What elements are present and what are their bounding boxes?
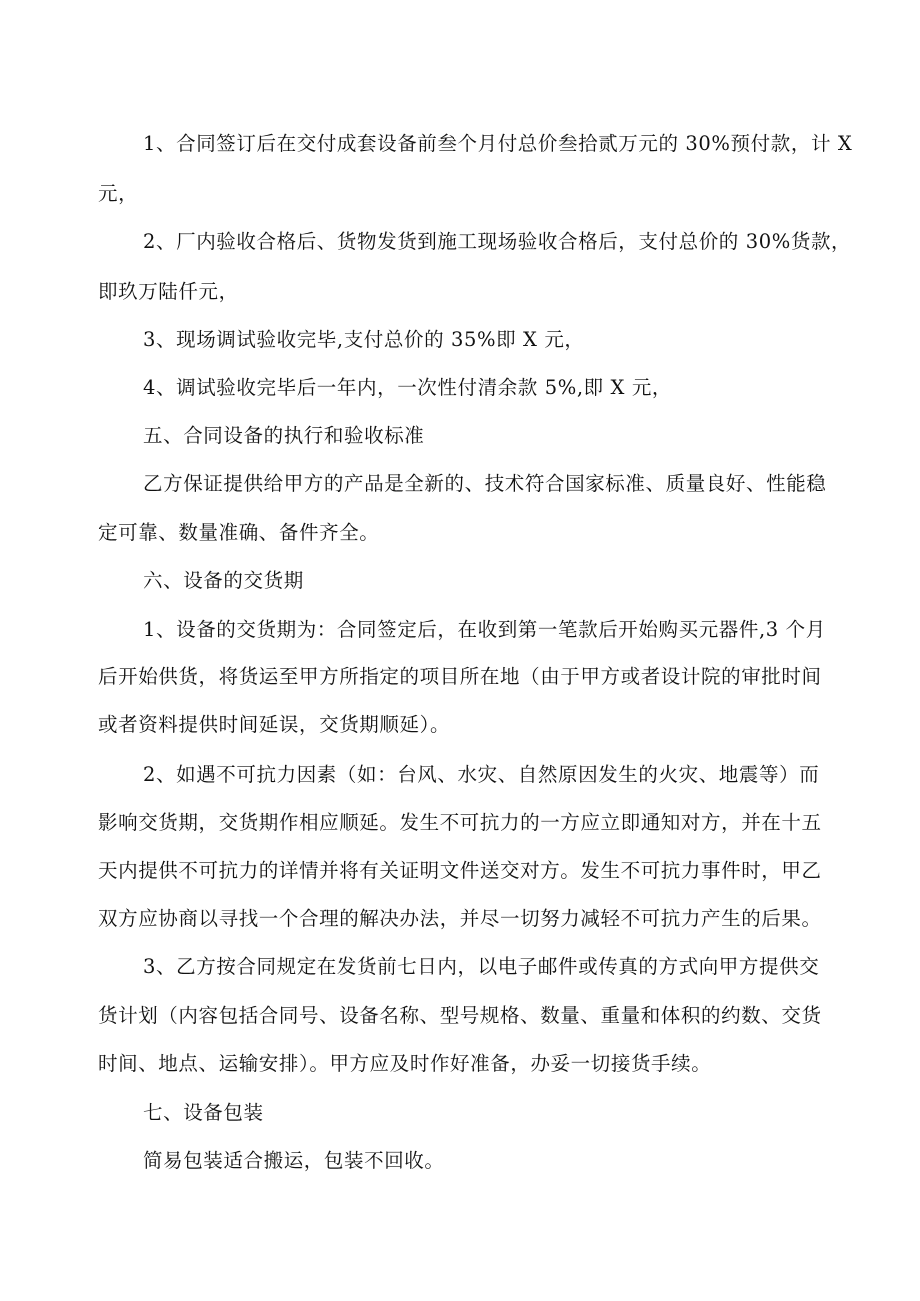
delivery-clause-2-line-1: 2、如遇不可抗力因素（如：台风、水灾、自然原因发生的火灾、地震等）而 xyxy=(143,763,820,786)
payment-clause-2-line-2: 即玖万陆仟元， xyxy=(98,280,239,303)
delivery-clause-2-line-3: 天内提供不可抗力的详情并将有关证明文件送交对方。发生不可抗力事件时，甲乙 xyxy=(98,859,822,882)
delivery-clause-1-line-3: 或者资料提供时间延误，交货期顺延）。 xyxy=(98,713,451,736)
payment-clause-3: 3、现场调试验收完毕,支付总价的 35%即 X 元， xyxy=(143,328,585,351)
section-5-heading: 五、合同设备的执行和验收标准 xyxy=(143,424,425,447)
section-7-text: 简易包装适合搬运，包装不回收。 xyxy=(143,1149,445,1172)
delivery-clause-2-line-2: 影响交货期，交货期作相应顺延。发生不可抗力的一方应立即通知对方，并在十五 xyxy=(98,811,822,834)
payment-clause-2-line-1: 2、厂内验收合格后、货物发货到施工现场验收合格后，支付总价的 30%货款， xyxy=(143,230,852,253)
payment-clause-1-line-2: 元， xyxy=(98,182,139,205)
section-6-heading: 六、设备的交货期 xyxy=(143,569,304,592)
section-5-text-line-1: 乙方保证提供给甲方的产品是全新的、技术符合国家标准、质量良好、性能稳 xyxy=(143,472,827,495)
payment-clause-1-line-1: 1、合同签订后在交付成套设备前叁个月付总价叁拾贰万元的 30%预付款，计 X xyxy=(143,132,853,155)
section-7-heading: 七、设备包装 xyxy=(143,1101,264,1124)
delivery-clause-3-line-1: 3、乙方按合同规定在发货前七日内，以电子邮件或传真的方式向甲方提供交 xyxy=(143,955,820,978)
delivery-clause-3-line-3: 时间、地点、运输安排）。甲方应及时作好准备，办妥一切接货手续。 xyxy=(98,1052,712,1075)
delivery-clause-3-line-2: 货计划（内容包括合同号、设备名称、型号规格、数量、重量和体积的约数、交货 xyxy=(98,1004,822,1027)
section-5-text-line-2: 定可靠、数量准确、备件齐全。 xyxy=(98,521,380,544)
payment-clause-4: 4、调试验收完毕后一年内，一次性付清余款 5%,即 X 元， xyxy=(143,376,673,399)
delivery-clause-1-line-2: 后开始供货，将货运至甲方所指定的项目所在地（由于甲方或者设计院的审批时间 xyxy=(98,665,822,688)
delivery-clause-2-line-4: 双方应协商以寻找一个合理的解决办法，并尽一切努力减轻不可抗力产生的后果。 xyxy=(98,907,822,930)
delivery-clause-1-line-1: 1、设备的交货期为：合同签定后，在收到第一笔款后开始购买元器件,3 个月 xyxy=(143,618,826,641)
